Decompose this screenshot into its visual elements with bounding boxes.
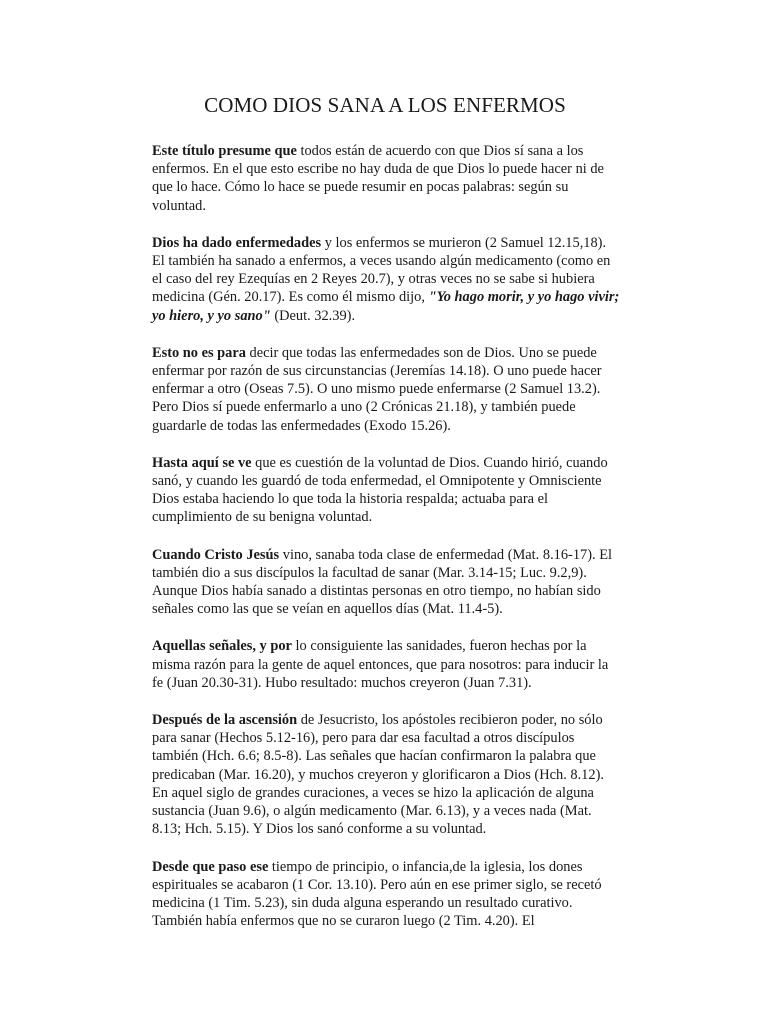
paragraph-text: de Jesucristo, los apóstoles recibieron poder, no sólo para sanar (Hechos 5.12-16), pero para dar esa facultad a otros discípulos también (Hch. 6.6; 8.5-8). Las señales que hacían confirmaron la palabra que predicaban (Mar. 16.20), y muchos creyeron y glorificaron a Dios (Hch. 8.12). En aquel siglo de grandes curaciones, a veces se hizo la aplicación de alguna sustancia (Juan 9.6), o algún medicamento (Mar. 6.13), y a veces nada (Mat. 8.13; Hch. 5.15). Y Dios los sanó conforme a su voluntad. [152,712,604,838]
paragraph-lead: Este título presume que [152,143,297,159]
paragraph-text: todos están de acuerdo con que Dios sí sana a los enfermos. En el que esto escribe no hay duda de que Dios lo puede hacer ni de que lo hace. Cómo lo hace se puede resumir en pocas palabras: según su voluntad. [152,143,604,214]
paragraph-3 [152,344,622,435]
page-title: COMO DIOS SANA A LOS ENFERMOS [204,93,566,117]
paragraph-text: y los enfermos se murieron (2 Samuel 12.15,18). El también ha sanado a enfermos, a veces usando algún medicamento (como en el caso del rey Ezequías en 2 Reyes 20.7), y otras veces no se sabe si hubiera medicina (Gén. 20.17). Es como él mismo dijo, [152,234,611,306]
paragraph-text-after: (Deut. 32.39). [270,307,356,324]
paragraph-5 [152,546,622,619]
paragraph-lead: Después de la ascensión [152,712,298,729]
scripture-quote: "Yo hago morir, y yo hago vivir; yo hiero, y yo sano" [152,289,620,324]
paragraph-lead: Desde que paso ese [152,858,269,875]
paragraph-6 [152,637,622,692]
paragraph-text: que es cuestión de la voluntad de Dios. Cuando hirió, cuando sanó, y cuando les guardó de toda enfermedad, el Omnipotente y Omnisciente Dios estaba haciendo lo que toda la historia respalda; actuaba para el cumplimiento de su benigna voluntad. [152,454,608,526]
paragraph-text: tiempo de principio, o infancia,de la iglesia, los dones espirituales se acabaron (1 Cor. 13.10). Pero aún en ese primer siglo, se recetó medicina (1 Tim. 5.23), sin duda alguna esperando un resultado curativo. También había enfermos que no se curaron luego (2 Tim. 4.20). El [152,858,602,930]
paragraph-text: decir que todas las enfermedades son de Dios. Uno se puede enfermar por razón de sus circunstancias (Jeremías 14.18). O uno puede hacer enfermar a otro (Oseas 7.5). O uno mismo puede enfermarse (2 Samuel 13.2). Pero Dios sí puede enfermarlo a uno (2 Crónicas 21.18), y también puede guardarle de todas las enfermedades (Exodo 15.26). [152,344,602,434]
paragraph-lead: Dios ha dado enfermedades [152,234,322,251]
paragraph-2 [152,234,622,325]
document-page [152,90,622,949]
paragraph-7 [152,711,622,838]
paragraph-1 [152,142,622,215]
paragraph-4 [152,454,622,527]
paragraph-lead: Aquellas señales, y por [152,638,292,655]
paragraph-lead: Esto no es para [152,344,246,361]
paragraph-8 [152,858,622,931]
paragraph-lead: Hasta aquí se ve [152,454,252,471]
paragraph-text: vino, sanaba toda clase de enfermedad (Mat. 8.16-17). El también dio a sus discípulos la facultad de sanar (Mar. 3.14-15; Luc. 9.2,9). Aunque Dios había sanado a distintas personas en otro tiempo, no habían sido señales como las que se veían en aquellos días (Mat. 11.4-5). [152,546,613,618]
paragraph-text: lo consiguiente las sanidades, fueron hechas por la misma razón para la gente de aquel entonces, que para nosotros: para inducir la fe (Juan 20.30-31). Hubo resultado: muchos creyeron (Juan 7.31). [152,638,609,691]
paragraph-lead: Cuando Cristo Jesús [152,546,280,563]
